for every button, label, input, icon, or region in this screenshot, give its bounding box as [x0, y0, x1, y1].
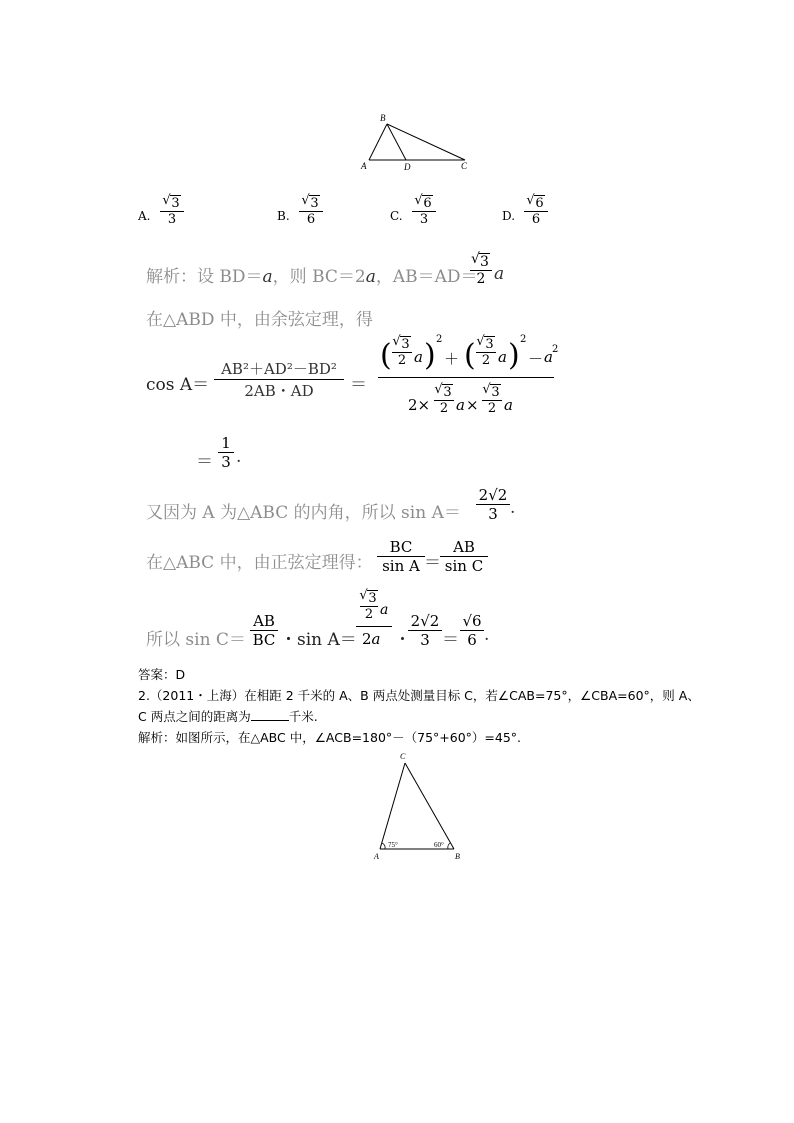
- sol6-prefix: 所以 sin C＝: [146, 630, 246, 650]
- sol4-den: 3: [476, 504, 510, 523]
- solution-line-5: 在△ABC 中，由正弦定理得：: [146, 553, 373, 573]
- fig2-angle-b: 60°: [434, 841, 444, 849]
- sol6-dot: ・: [394, 630, 411, 650]
- solution-line-1: [146, 262, 478, 287]
- sol1-mid2: ，AB＝AD＝: [375, 267, 478, 287]
- sol4-dot: .: [510, 498, 516, 518]
- option-c-den: 3: [412, 211, 436, 227]
- fig1-label-d: D: [404, 162, 411, 172]
- option-c-num: 6: [423, 196, 432, 211]
- sol1-prefix: 解析：设 BD＝: [146, 267, 263, 287]
- option-d-den: 6: [524, 211, 548, 227]
- problem2-line1: 2.（2011・上海）在相距 2 千米的 A、B 两点处测量目标 C，若∠CAB=75°，∠CBA=60°，则 A、: [138, 688, 700, 703]
- option-a-den: 3: [160, 211, 184, 227]
- cos-label: cos A＝: [146, 375, 210, 395]
- option-d-num: 6: [535, 196, 544, 211]
- sol6-eq: ＝: [442, 630, 459, 650]
- figure-triangle-abc: [368, 750, 468, 862]
- fig2-label-c: C: [400, 752, 406, 761]
- sol5-left-fraction: [377, 538, 425, 575]
- option-a-letter: A.: [138, 209, 151, 223]
- solution-line-2: 在△ABD 中，由余弦定理，得: [146, 310, 373, 330]
- fig1-label-b: B: [380, 113, 386, 123]
- sol1-mid: ，则 BC＝2: [272, 267, 366, 287]
- sol4-fraction: [476, 486, 510, 523]
- sol6-big-fraction: √ $\frac{3}{2}$ a 2a: [356, 590, 392, 654]
- solution-line-4: [146, 498, 461, 523]
- cos-big-fraction: ( √ $\frac{3}{2}$ a ) 2 ＋ ( √ $\frac{3}{2}$ a ) 2 － a 2 2× √ $\frac{3}{2}$ a × √ $\frac{3}{2}$ a: [378, 334, 554, 422]
- sol6-end-dot: .: [484, 625, 490, 645]
- option-d-fraction: [524, 195, 548, 227]
- sol6-res-den: 6: [460, 630, 484, 649]
- blank[interactable]: [251, 708, 289, 721]
- one-third-num: 1: [221, 434, 231, 452]
- answer: 答案：D: [138, 667, 186, 682]
- cos-num: AB²＋AD²－BD²: [221, 360, 337, 378]
- one-third-fraction: [218, 434, 234, 471]
- sol5-lden: sin A: [377, 556, 425, 575]
- fig2-label-a: A: [374, 852, 379, 861]
- sol6-f1den: BC: [250, 630, 278, 649]
- sol4-num: 2√2: [478, 486, 508, 504]
- option-b-den: 6: [299, 211, 323, 227]
- sol6-f1num: AB: [253, 612, 275, 630]
- option-d-letter: D.: [502, 209, 516, 223]
- cos-fraction: [214, 358, 344, 401]
- cos-eq: ＝: [350, 375, 367, 395]
- one-third-dot: .: [236, 447, 242, 467]
- sol1-var-a: a: [262, 267, 273, 287]
- problem2-line2-suffix: 千米.: [288, 709, 318, 724]
- sol1-var-a-3: a: [494, 264, 505, 284]
- sol5-lnum: BC: [389, 538, 413, 556]
- fig2-angle-a: 75°: [388, 841, 398, 849]
- problem2-line2-prefix: C 两点之间的距离为: [138, 709, 251, 724]
- sol6-mid: ・sin A＝: [280, 630, 357, 650]
- eq-one-third: ＝: [196, 452, 213, 472]
- sol5-right-fraction: [440, 538, 488, 575]
- figure-triangle-abdc: [355, 110, 485, 175]
- one-third-den: 3: [218, 452, 234, 471]
- option-b-num: 3: [310, 196, 319, 211]
- fig1-label-c: C: [461, 161, 468, 171]
- sol5-rnum: AB: [453, 538, 475, 556]
- sol5-eq: ＝: [424, 553, 441, 573]
- sol6-res-num: √6: [462, 612, 482, 630]
- fig1-label-a: A: [361, 161, 367, 171]
- sol6-f2: $\frac{2√2}{3}$: [408, 612, 442, 649]
- option-a-fraction: [160, 195, 184, 227]
- option-b-letter: B.: [277, 209, 290, 223]
- option-a-num: 3: [171, 196, 180, 211]
- sol1-fraction: √ $\frac{3}{2}$: [470, 253, 492, 287]
- option-b-fraction: [299, 195, 323, 227]
- cos-den: 2AB・AD: [214, 379, 344, 401]
- sol1-var-a-2: a: [365, 267, 376, 287]
- sol4-prefix: 又因为 A 为△ABC 的内角，所以 sin A＝: [146, 503, 461, 523]
- option-c-fraction: [412, 195, 436, 227]
- sol6-result: [460, 612, 484, 649]
- sol6-f1: [250, 612, 278, 649]
- fig2-label-b: B: [455, 852, 460, 861]
- problem2-line3: 解析：如图所示，在△ABC 中，∠ACB=180°－（75°+60°）=45°.: [138, 730, 522, 745]
- problem2-line2: [138, 707, 318, 725]
- solution-line-6: [146, 625, 246, 650]
- sol5-rden: sin C: [440, 556, 488, 575]
- option-c-letter: C.: [390, 209, 403, 223]
